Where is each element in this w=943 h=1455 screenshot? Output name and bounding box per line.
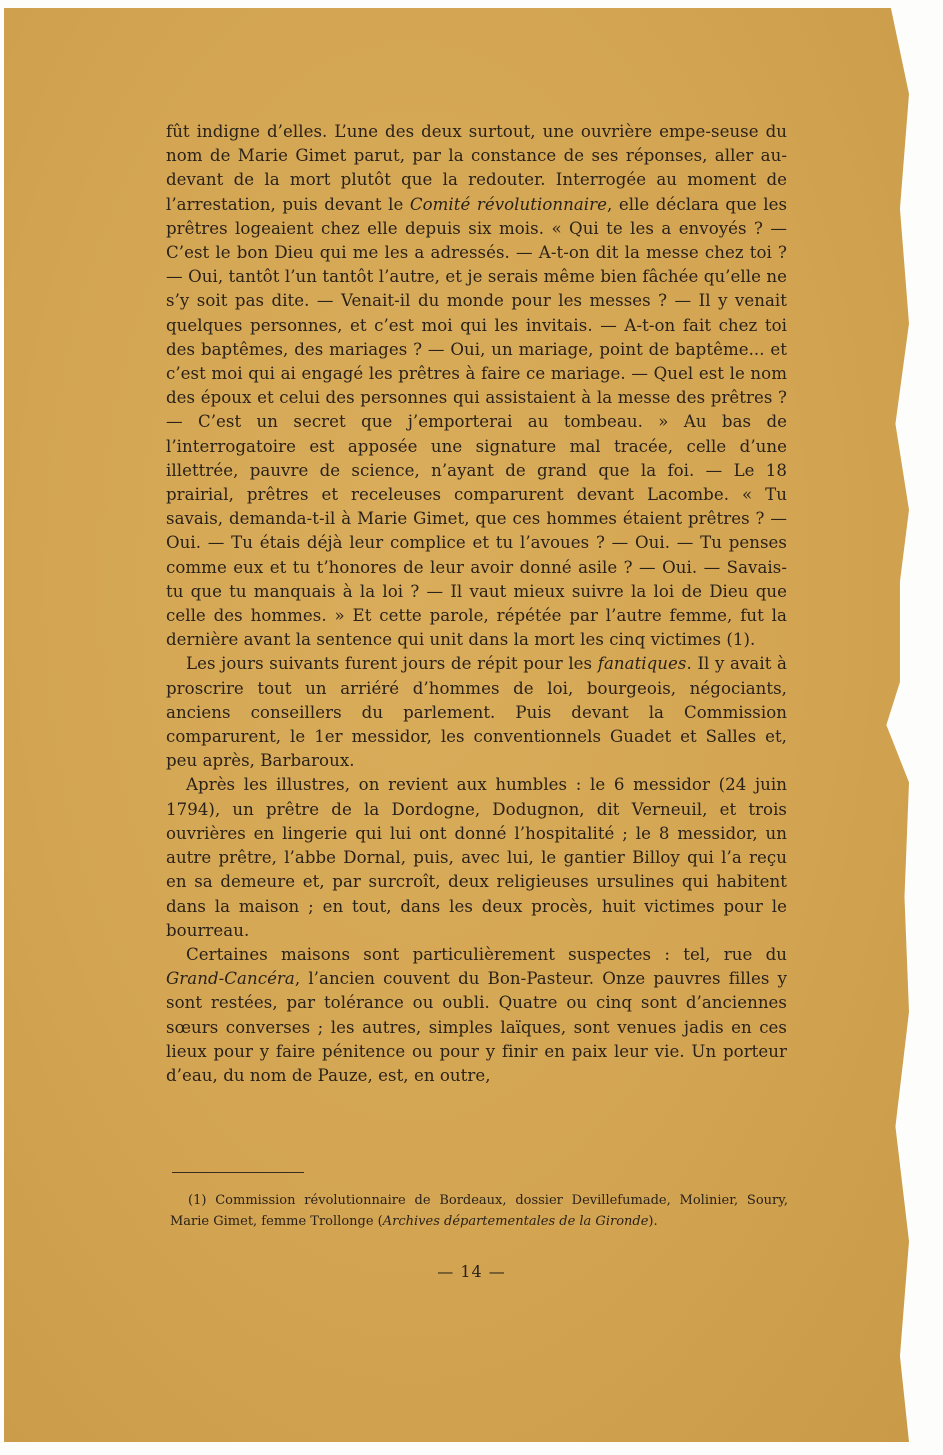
footnote-rule (172, 1172, 304, 1173)
italic-run: fanatiques (597, 654, 687, 674)
paragraph (166, 652, 787, 773)
paragraph (166, 943, 787, 1088)
paragraph (166, 120, 787, 652)
body-text (166, 120, 787, 1088)
italic-run: Comité révolutionnaire (409, 194, 608, 214)
text-run: (1) Commission révolutionnaire de Bordeaux, dossier Devillefumade, Molinier, Soury, Marie Gimet, femme Trollonge ( (170, 1193, 788, 1229)
text-run: ). (648, 1214, 658, 1229)
page-number: — 14 — (437, 1262, 506, 1281)
footnote (170, 1190, 788, 1232)
text-run: fût indigne d’elles. L’une des deux surtout, une ouvrière empe-seuse du nom de Marie Gimet parut, par la constance de ses réponses, aller au-devant de la mort plutôt que la redouter. Interrogée au moment de l’arrestation, puis devant le (166, 122, 787, 214)
text-run: , l’ancien couvent du Bon-Pasteur. Onze pauvres filles y sont restées, par tolérance ou oubli. Quatre ou cinq sont d’anciennes sœurs converses ; les autres, simples laïques, sont venues jadis en ces lieux pour y faire pénitence ou pour y finir en paix leur vie. Un porteur d’eau, du nom de Pauze, est, en outre, (166, 969, 787, 1085)
text-run: Après les illustres, on revient aux humbles : le 6 messidor (24 juin 1794), un prêtre de la Dordogne, Dodugnon, dit Verneuil, et trois ouvrières en lingerie qui lui ont donné l’hospitalité ; le 8 messidor, un autre prêtre, l’abbe Dornal, puis, avec lui, le gantier Billoy qui l’a reçu en sa demeure et, par surcroît, deux religieuses ursulines qui habitent dans la maison ; en tout, dans les deux procès, huit victimes pour le bourreau. (166, 775, 787, 940)
text-run: , elle déclara que les prêtres logeaient chez elle depuis six mois. « Qui te les a envoyés ? — C’est le bon Dieu qui me les a adressés. — A-t-on dit la messe chez toi ? — Oui, tantôt l’un tantôt l’autre, et je serais même bien fâchée qu’elle ne s’y soit pas dite. — Venait-il du monde pour les messes ? — Il y venait quelques personnes, et c’est moi qui les invitais. — A-t-on fait chez toi des baptêmes, des mariages ? — Oui, un mariage, point de baptême... et c’est moi qui ai engagé les prêtres à faire ce mariage. — Quel est le nom des époux et celui des personnes qui assistaient à la messe des prêtres ? — C’est un secret que j’emporterai au tombeau. » Au bas de l’interrogatoire est apposée une signature mal tracée, celle d’une illettrée, pauvre de science, n’ayant de grand que la foi. — Le 18 prairial, prêtres et receleuses comparurent devant Lacombe. « Tu savais, demanda-t-il à Marie Gimet, que ces hommes étaient prêtres ? — Oui. — Tu étais déjà leur complice et tu l’avoues ? — Oui. — Tu penses comme eux et tu t’honores de leur avoir donné asile ? — Oui. — Savais-tu que tu manquais à la loi ? — Il vaut mieux suivre la loi de Dieu que celle des hommes. » Et cette parole, répétée par l’autre femme, fut la dernière avant la sentence qui unit dans la mort les cinq victimes (1). (166, 194, 788, 650)
paragraph (166, 773, 787, 942)
italic-run: Archives départementales de la Gironde (382, 1214, 649, 1229)
text-run: Certaines maisons sont particulièrement suspectes : tel, rue du (186, 944, 787, 964)
italic-run: Grand-Cancéra (166, 969, 295, 989)
text-run: . Il y avait à proscrire tout un arriéré d’hommes de loi, bourgeois, négociants, anciens conseillers du parlement. Puis devant la Commission comparurent, le 1er messidor, les conventionnels Guadet et Salles et, peu après, Barbaroux. (166, 654, 788, 771)
text-run: Les jours suivants furent jours de répit pour les (186, 654, 598, 674)
